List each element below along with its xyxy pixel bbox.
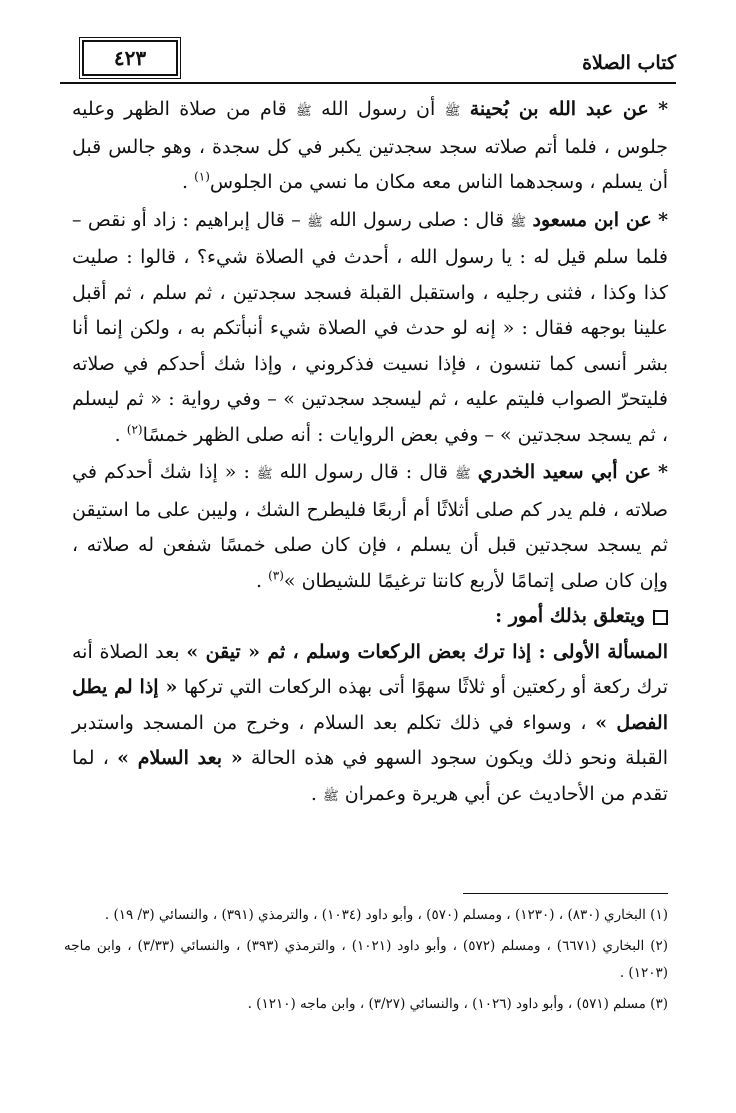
narrator-name: عن عبد الله بن بُحينة — [469, 98, 649, 120]
honorific-symbol: ﷺ — [510, 214, 527, 230]
issue-text: ، وسواء في ذلك تكلم بعد السلام ، وخرج من المسجد واستدبر القبلة ونحو ذلك ويكون سجود السهو في هذه الحالة — [72, 711, 669, 769]
footnote-divider — [463, 893, 668, 894]
sentence-end: . — [181, 171, 195, 193]
footnote-ref: (٣) — [268, 568, 284, 583]
main-text — [72, 92, 668, 814]
honorific-symbol: ﷺ — [256, 467, 273, 482]
header-divider — [60, 82, 676, 84]
footnotes — [64, 902, 668, 1022]
emphasized-phrase: « إذا لم يطل الفصل » — [72, 676, 668, 734]
asterisk-marker: * — [658, 98, 669, 120]
hadith-text: قام من صلاة الظهر وعليه جلوس ، فلما أتم صلاته سجد سجدتين يكبر في كل سجدة ، وهو جالس قبل أن يسلم ، وسجدهما الناس معه مكان ما نسي من الجلوس — [72, 98, 668, 193]
footnote-3: (٣) مسلم (٥٧١) ، وأبو داود (١٠٢٦) ، والنسائي (٣/٢٧) ، وابن ماجه (١٢١٠) . — [247, 996, 668, 1012]
issue-text: ، لما تقدم من الأحاديث عن أبي هريرة وعمران — [72, 747, 668, 805]
hadith-paragraph-3 — [72, 455, 668, 599]
footnote-2: (٢) البخاري (٦٦٧١) ، ومسلم (٥٧٢) ، وأبو داود (١٠٢١) ، والترمذي (٣٩٣) ، والنسائي (٣/٣٣) ، وابن ماجه (١٢٠٣) . — [64, 938, 669, 981]
hadith-paragraph-1 — [72, 92, 668, 201]
honorific-symbol: ﷺ — [323, 788, 339, 804]
asterisk-marker: * — [658, 208, 668, 231]
honorific-symbol: ﷺ — [307, 214, 323, 230]
section-heading — [72, 599, 668, 635]
hadith-text: قال : صلى رسول الله — [322, 208, 511, 231]
emphasized-phrase: « بعد السلام » — [117, 747, 243, 769]
honorific-symbol: ﷺ — [444, 104, 461, 119]
page-header — [60, 40, 676, 80]
sentence-end: . — [310, 782, 324, 805]
hadith-paragraph-2 — [72, 203, 668, 454]
hadith-text: – قال إبراهيم : زاد أو نقص – فلما سلم قيل له : يا رسول الله ، أحدث في الصلاة شيء؟ ، قالوا : صليت كذا وكذا ، فثنى رجليه ، واستقبل القبلة فسجد سجدتين ، ثم سلم ، ثم أقبل علينا بوجهه فقال : « إنه لو حدث في الصلاة شيء أنبأتكم به ، ولكن إنما أنا بشر أنسى كما تنسون ، فإذا نسيت فذكروني ، وإذا شك أحدكم في صلاته فليتحرّ الصواب فليتم عليه ، ثم ليسجد سجدتين » – وفي رواية : « ثم ليسلم ، ثم يسجد سجدتين » – وفي بعض الروايات : أنه صلى الظهر خمسًا — [72, 208, 668, 446]
hadith-text: : « إذا شك أحدكم في صلاته ، فلم يدر كم صلى أثلاثًا أم أربعًا فليطرح الشك ، وليبن على ما استيقن ثم يسجد سجدتين قبل أن يسلم ، فإن كان صلى خمسًا شفعن له صلاته ، وإن كان صلى إتمامًا لأربع كانتا ترغيمًا للشيطان » — [72, 461, 668, 592]
footnote-ref: (٢) — [126, 422, 143, 437]
honorific-symbol: ﷺ — [454, 467, 471, 482]
asterisk-marker: * — [658, 461, 668, 483]
page-number: ٤٢٣ — [82, 40, 178, 76]
sentence-end: . — [114, 423, 127, 446]
issue-text: بعد الصلاة أنه ترك ركعة أو ركعتين أو ثلاثًا سهوًا أتى بهذه الركعات التي تركها — [72, 640, 669, 698]
footnote-1: (١) البخاري (٨٣٠) ، (١٢٣٠) ، ومسلم (٥٧٠) ، وأبو داود (١٠٣٤) ، والترمذي (٣٩١) ، والنسائي (٣/ ١٩) . — [104, 907, 668, 923]
issue-label: المسألة الأولى : إذا ترك بعض الركعات وسلم ، ثم « تيقن » — [186, 640, 668, 663]
section-heading-text: ويتعلق بذلك أمور : — [495, 605, 645, 627]
square-bullet-icon — [653, 610, 668, 625]
issue-paragraph-1 — [72, 635, 668, 815]
honorific-symbol: ﷺ — [296, 104, 312, 119]
narrator-name: عن ابن مسعود — [532, 208, 652, 231]
sentence-end: . — [256, 569, 269, 592]
hadith-text: أن رسول الله — [311, 98, 445, 120]
hadith-text: قال : قال رسول الله — [272, 461, 455, 483]
chapter-title: كتاب الصلاة — [582, 52, 676, 74]
footnote-ref: (١) — [194, 169, 210, 184]
narrator-name: عن أبي سعيد الخدري — [477, 461, 651, 483]
